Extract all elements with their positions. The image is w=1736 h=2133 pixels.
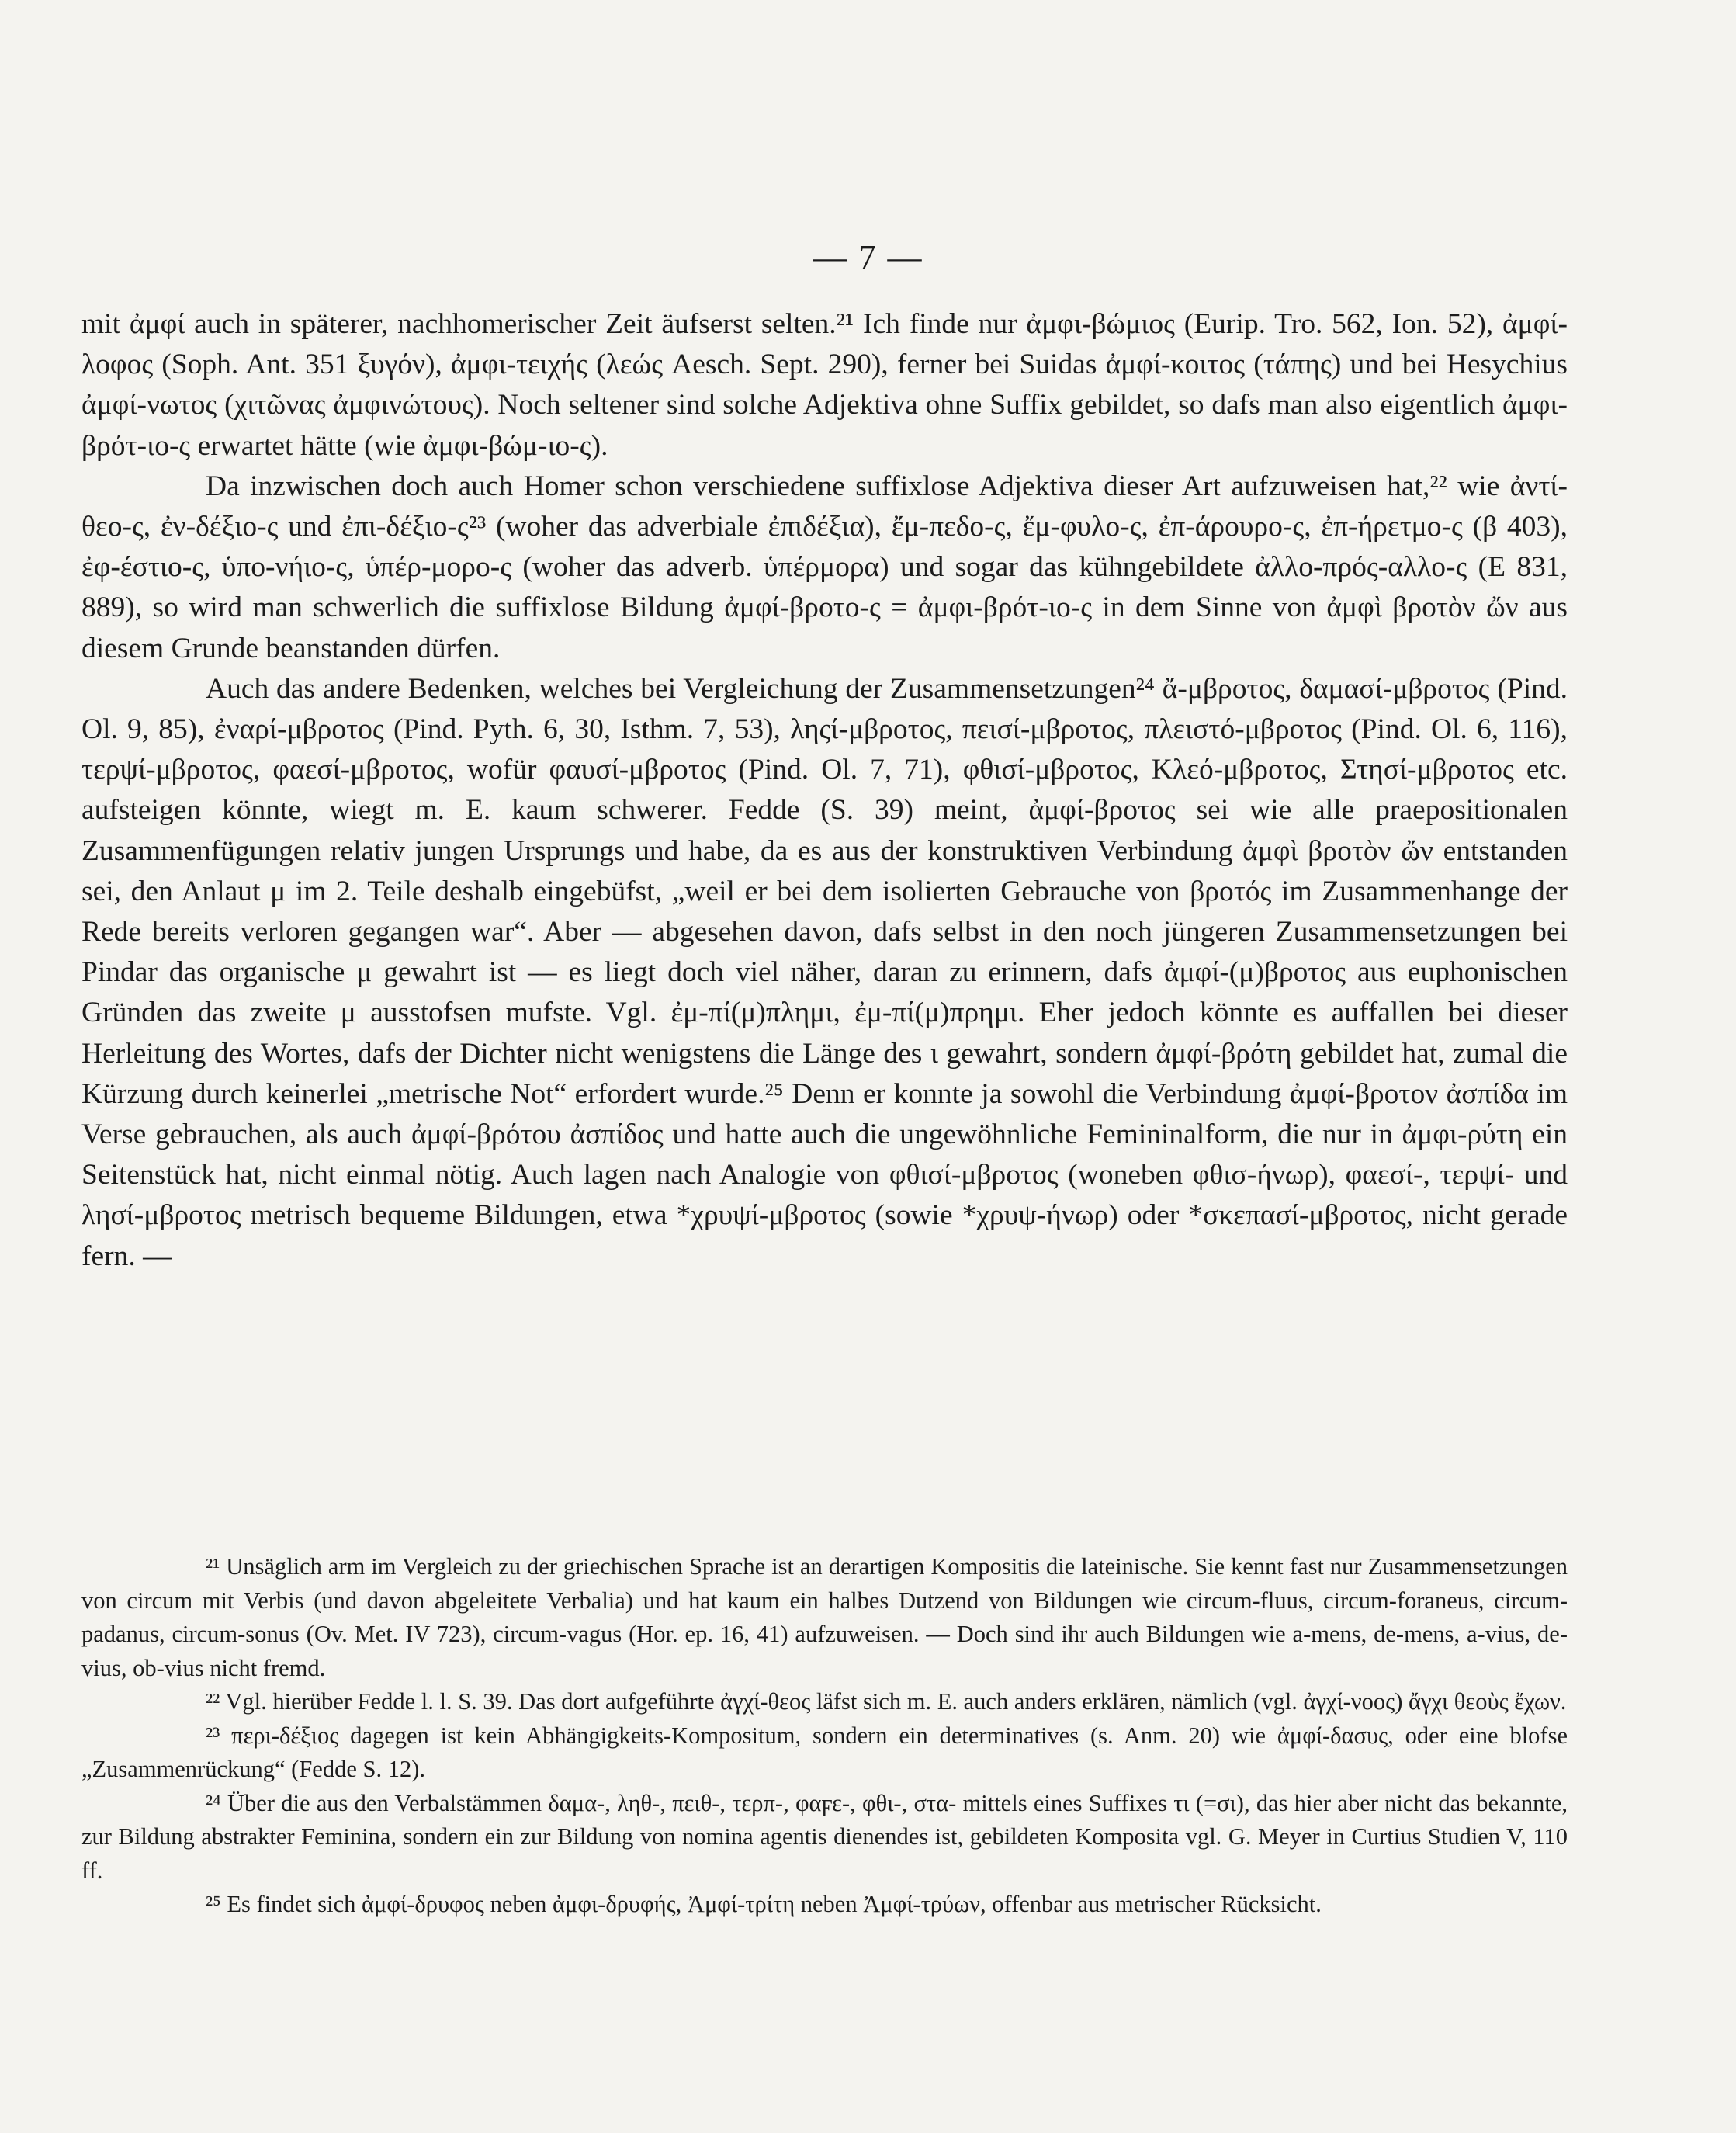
footnote-22: ²² Vgl. hierüber Fedde l. l. S. 39. Das dort aufgeführte ἀγχί-θεος läfst sich m. E. auch anders erklären, nämlich (vgl. ἀγχί-νοος) ἄγχι θεοὺς ἔχων.: [206, 1688, 1567, 1715]
footnote-25: ²⁵ Es findet sich ἀμφί-δρυφος neben ἀμφι-δρυφής, Ἀμφί-τρίτη neben Ἀμφί-τρύων, offenbar aus metrischer Rücksicht.: [206, 1891, 1322, 1917]
paragraph-1: mit ἀμφί auch in späterer, nachhomerischer Zeit äufserst selten.²¹ Ich finde nur ἀμφι-βώμιος (Eurip. Tro. 562, Ion. 52), ἀμφί-λοφος (Soph. Ant. 351 ξυγόν), ἀμφι-τειχής (λεώς Aesch. Sept. 290), ferner bei Suidas ἀμφί-κοιτος (τάπης) und bei Hesychius ἀμφί-νωτος (χιτῶνας ἀμφινώτους). Noch seltener sind solche Adjektiva ohne Suffix gebildet, so dafs man also eigentlich ἀμφι-βρότ-ιο-ς erwartet hätte (wie ἀμφι-βώμ-ιο-ς).: [81, 308, 1568, 462]
paragraph-2: Da inzwischen doch auch Homer schon verschiedene suffixlose Adjektiva dieser Art aufzuweisen hat,²² wie ἀντί-θεο-ς, ἐν-δέξιο-ς und ἐπι-δέξιο-ς²³ (woher das adverbiale ἐπιδέξια), ἔμ-πεδο-ς, ἔμ-φυλο-ς, ἐπ-άρουρο-ς, ἐπ-ήρετμο-ς (β 403), ἐφ-έστιο-ς, ὑπο-νήιο-ς, ὑπέρ-μορο-ς (woher das adverb. ὑπέρμορα) und sogar das kühngebildete ἀλλο-πρός-αλλο-ς (E 831, 889), so wird man schwerlich die suffixlose Bildung ἀμφί-βροτο-ς = ἀμφι-βρότ-ιο-ς in dem Sinne von ἀμφὶ βροτὸν ὤν aus diesem Grunde beanstanden dürfen.: [81, 470, 1568, 664]
footnote-24: ²⁴ Über die aus den Verbalstämmen δαμα-, ληθ-, πειθ-, τερπ-, φαϝε-, φθι-, στα- mittels eines Suffixes τι (=σι), das hier aber nicht das bekannte, zur Bildung abstrakter Feminina, sondern ein zur Bildung von nomina agentis dienendes ist, gebildeten Komposita vgl. G. Meyer in Curtius Studien V, 110 ff.: [81, 1789, 1568, 1884]
footnote-21: ²¹ Unsäglich arm im Vergleich zu der griechischen Sprache ist an derartigen Kompositis die lateinische. Sie kennt fast nur Zusammensetzungen von circum mit Verbis (und davon abgeleitete Verbalia) und hat kaum ein halbes Dutzend von Bildungen wie circum-fluus, circum-foraneus, circum-padanus, circum-sonus (Ov. Met. IV 723), circum-vagus (Hor. ep. 16, 41) aufzuweisen. — Doch sind ihr auch Bildungen wie a-mens, de-mens, a-vius, de-vius, ob-vius nicht fremd.: [81, 1553, 1568, 1681]
paragraph-3: Auch das andere Bedenken, welches bei Vergleichung der Zusammensetzungen²⁴ ἄ-μβροτος, δαμασί-μβροτος (Pind. Ol. 9, 85), ἐναρί-μβροτος (Pind. Pyth. 6, 30, Isthm. 7, 53), ληςί-μβροτος, πεισί-μβροτος, πλειστό-μβροτος (Pind. Ol. 6, 116), τερψί-μβροτος, φαεσί-μβροτος, wofür φαυσί-μβροτος (Pind. Ol. 7, 71), φθισί-μβροτος, Κλεό-μβροτος, Στησί-μβροτος etc. aufsteigen könnte, wiegt m. E. kaum schwerer. Fedde (S. 39) meint, ἀμφί-βροτος sei wie alle praepositionalen Zusammenfügungen relativ jungen Ursprungs und habe, da es aus der konstruktiven Verbindung ἀμφὶ βροτὸν ὤν entstanden sei, den Anlaut μ im 2. Teile deshalb eingebüfst, „weil er bei dem isolierten Gebrauche von βροτός im Zusammenhange der Rede bereits verloren gegangen war“. Aber — abgesehen davon, dafs selbst in den noch jüngeren Zusammensetzungen bei Pindar das organische μ gewahrt ist — es liegt doch viel näher, daran zu erinnern, dafs ἀμφί-(μ)βροτος aus euphonischen Gründen das zweite μ ausstofsen mufste. Vgl. ἐμ-πί(μ)πλημι, ἐμ-πί(μ)πρημι. Eher jedoch könnte es auffallen bei dieser Herleitung des Wortes, dafs der Dichter nicht wenigstens die Länge des ι gewahrt, sondern ἀμφί-βρότη gebildet hat, zumal die Kürzung durch keinerlei „metrische Not“ erfordert wurde.²⁵ Denn er konnte ja sowohl die Verbindung ἀμφί-βροτον ἀσπίδα im Verse gebrauchen, als auch ἀμφί-βρότου ἀσπίδος und hatte auch die ungewöhnliche Femininalform, die nur in ἀμφι-ρύτη ein Seitenstück hat, nicht einmal nötig. Auch lagen nach Analogie von φθισί-μβροτος (woneben φθισ-ήνωρ), φαεσί-, τερψί- und λησί-μβροτος metrisch bequeme Bildungen, etwa *χρυψί-μβροτος (sowie *χρυψ-ήνωρ) oder *σκεπασί-μβροτος, nicht gerade fern. —: [81, 672, 1568, 1272]
footnotes: [81, 1550, 1568, 1922]
main-text: [81, 304, 1568, 1277]
footnote-23: ²³ περι-δέξιος dagegen ist kein Abhängigkeits-Kompositum, sondern ein determinatives (s. Anm. 20) wie ἀμφί-δασυς, oder eine blofse „Zusammenrückung“ (Fedde S. 12).: [81, 1722, 1568, 1782]
page-number: — 7 —: [813, 238, 923, 276]
